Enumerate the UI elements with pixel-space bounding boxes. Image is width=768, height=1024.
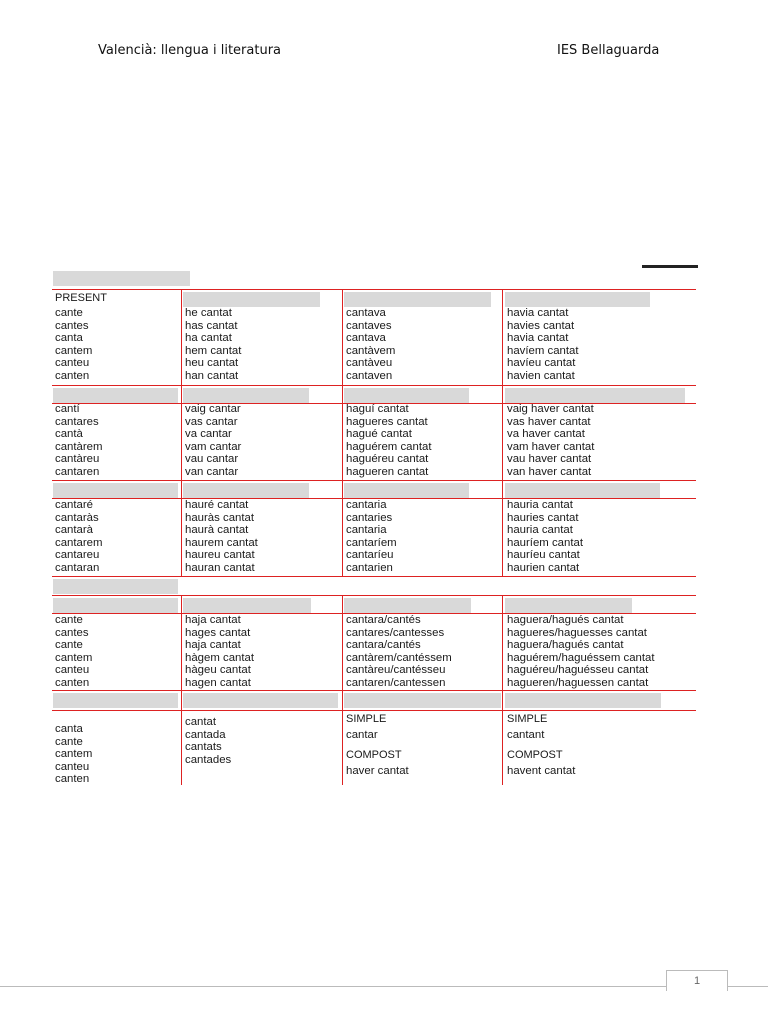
grid-line xyxy=(181,289,182,576)
conjugation-cell xyxy=(507,614,655,690)
conjugation-form: havies cantat xyxy=(507,319,575,332)
conjugation-form: havia cantat xyxy=(507,307,569,319)
heading-bar xyxy=(344,693,501,708)
conjugation-form: hem cantat xyxy=(185,344,242,357)
heading-bar xyxy=(505,292,650,307)
conjugation-form: cantaven xyxy=(346,369,393,382)
conjugation-cell xyxy=(55,403,102,479)
conjugation-form: havien cantat xyxy=(507,369,575,382)
conjugation-form: haurien cantat xyxy=(507,561,580,574)
conjugation-form: cantaràs xyxy=(55,511,99,524)
conjugation-cell xyxy=(346,403,432,479)
conjugation-form: ha cantat xyxy=(185,332,232,345)
conjugation-form: cantava xyxy=(346,332,386,345)
heading-bar xyxy=(183,693,338,708)
conjugation-form: cantàreu xyxy=(55,453,100,466)
conjugation-form: canta xyxy=(55,332,83,345)
conjugation-cell xyxy=(55,614,92,690)
footer-line xyxy=(727,986,768,987)
conjugation-form: cante xyxy=(55,639,83,652)
heading-bar xyxy=(183,598,311,613)
header-subject: Valencià: llengua i literatura xyxy=(98,43,282,58)
gerund-compost: havent cantat xyxy=(507,765,576,777)
decorative-bar xyxy=(642,265,698,268)
conjugation-form: hauran cantat xyxy=(185,561,255,574)
heading-bar xyxy=(505,483,660,498)
conjugation-form: canten xyxy=(55,676,90,689)
grid-line xyxy=(342,595,343,785)
conjugation-form: cantarien xyxy=(346,561,393,574)
grid-line xyxy=(502,289,503,576)
heading-bar xyxy=(505,598,632,613)
conjugation-form: haguí cantat xyxy=(346,403,409,415)
conjugation-form: canteu xyxy=(55,760,90,773)
conjugation-form: hagen cantat xyxy=(185,676,251,689)
gerund-simple: cantant xyxy=(507,729,545,741)
heading-bar xyxy=(344,483,469,498)
section-bar xyxy=(53,579,178,594)
conjugation-form: cantaré xyxy=(55,499,93,511)
conjugation-form: haguera/hagués cantat xyxy=(507,639,624,652)
conjugation-form: va cantar xyxy=(185,428,232,441)
grid-line xyxy=(342,289,343,576)
conjugation-form: haurà cantat xyxy=(185,524,249,537)
page-number: 1 xyxy=(666,970,728,991)
conjugation-cell xyxy=(185,614,254,690)
conjugation-cell xyxy=(55,307,92,383)
conjugation-form: van cantar xyxy=(185,465,239,478)
conjugation-form: cantaren xyxy=(55,465,100,478)
conjugation-form: vas cantar xyxy=(185,415,238,428)
conjugation-form: vaig cantar xyxy=(185,403,241,415)
conjugation-form: vas haver cantat xyxy=(507,415,591,428)
infinitive-simple-label: SIMPLE xyxy=(346,713,387,725)
conjugation-form: hages cantat xyxy=(185,626,251,639)
conjugation-form: cante xyxy=(55,307,83,319)
conjugation-form: havíem cantat xyxy=(507,344,579,357)
conjugation-form: cantava xyxy=(346,307,386,319)
conjugation-form: vam cantar xyxy=(185,440,242,453)
conjugation-cell xyxy=(507,499,583,575)
header-school: IES Bellaguarda xyxy=(557,43,660,58)
conjugation-cell xyxy=(346,614,452,690)
conjugation-cell xyxy=(185,307,241,383)
heading-bar xyxy=(183,483,309,498)
conjugation-form: hauria cantat xyxy=(507,499,573,511)
conjugation-form: cantaria xyxy=(346,524,387,537)
conjugation-form: hàgem cantat xyxy=(185,651,255,664)
conjugation-form: haguérem cantat xyxy=(346,440,432,453)
conjugation-form: hauràs cantat xyxy=(185,511,255,524)
conjugation-form: hauries cantat xyxy=(507,511,579,524)
conjugation-form: cantarà xyxy=(55,524,93,537)
heading-bar xyxy=(505,693,661,708)
conjugation-form: hauríem cantat xyxy=(507,536,583,549)
conjugation-form: cantàreu/cantésseu xyxy=(346,664,446,677)
infinitive-simple: cantar xyxy=(346,729,378,741)
conjugation-cell xyxy=(185,499,258,575)
conjugation-form: canten xyxy=(55,369,90,382)
grid-line xyxy=(52,576,696,577)
conjugation-form: cantades xyxy=(185,753,232,766)
infinitive-compost: haver cantat xyxy=(346,765,409,777)
imperative-cell xyxy=(55,723,92,786)
conjugation-form: cantàrem xyxy=(55,440,103,453)
conjugation-cell xyxy=(346,307,395,383)
conjugation-form: hàgeu cantat xyxy=(185,664,251,677)
grid-line xyxy=(52,595,696,596)
conjugation-form: cantem xyxy=(55,651,93,664)
conjugation-form: cantara/cantés xyxy=(346,639,421,652)
grid-line xyxy=(181,595,182,785)
conjugation-form: he cantat xyxy=(185,307,232,319)
heading-bar xyxy=(505,388,685,403)
conjugation-form: van haver cantat xyxy=(507,465,592,478)
conjugation-form: cantares xyxy=(55,415,99,428)
conjugation-form: han cantat xyxy=(185,369,239,382)
grid-line xyxy=(52,289,696,290)
conjugation-form: cantada xyxy=(185,728,226,741)
conjugation-form: hauré cantat xyxy=(185,499,249,511)
conjugation-form: cantares/cantesses xyxy=(346,626,445,639)
conjugation-form: hagueren/haguessen cantat xyxy=(507,676,649,689)
conjugation-cell xyxy=(185,403,241,479)
conjugation-form: canten xyxy=(55,773,90,786)
grid-line xyxy=(52,480,696,481)
conjugation-form: cantem xyxy=(55,344,93,357)
conjugation-form: cantes xyxy=(55,626,89,639)
conjugation-form: hagué cantat xyxy=(346,428,412,441)
conjugation-cell xyxy=(55,499,102,575)
conjugation-form: haguera/hagués cantat xyxy=(507,614,624,626)
conjugation-form: cantaries xyxy=(346,511,393,524)
conjugation-form: va haver cantat xyxy=(507,428,585,441)
conjugation-form: cantaríeu xyxy=(346,549,394,562)
heading-bar xyxy=(344,388,469,403)
grid-line xyxy=(502,595,503,785)
conjugation-form: cantes xyxy=(55,319,89,332)
heading-bar xyxy=(53,693,178,708)
conjugation-form: cantàrem/cantéssem xyxy=(346,651,452,664)
conjugation-cell xyxy=(507,403,594,479)
conjugation-form: haureu cantat xyxy=(185,549,255,562)
conjugation-form: vau haver cantat xyxy=(507,453,592,466)
conjugation-form: cantarem xyxy=(55,536,103,549)
conjugation-form: canteu xyxy=(55,664,90,677)
conjugation-form: cantats xyxy=(185,741,222,754)
conjugation-form: haguéreu cantat xyxy=(346,453,429,466)
conjugation-form: hauria cantat xyxy=(507,524,573,537)
conjugation-form: haja cantat xyxy=(185,614,241,626)
conjugation-form: haurem cantat xyxy=(185,536,258,549)
heading-bar xyxy=(344,292,491,307)
conjugation-form: cantareu xyxy=(55,549,100,562)
heading-bar xyxy=(344,598,471,613)
present-label: PRESENT xyxy=(55,292,107,304)
conjugation-form: cantaren/cantessen xyxy=(346,676,446,689)
heading-bar xyxy=(183,388,309,403)
conjugation-form: cantat xyxy=(185,716,217,728)
heading-bar xyxy=(53,598,178,613)
conjugation-form: hagueren cantat xyxy=(346,465,429,478)
footer-line xyxy=(0,986,666,987)
conjugation-form: heu cantat xyxy=(185,357,239,370)
conjugation-form: cantàveu xyxy=(346,357,393,370)
conjugation-form: cantem xyxy=(55,748,93,761)
conjugation-form: cantí xyxy=(55,403,80,415)
conjugation-form: cantara/cantés xyxy=(346,614,421,626)
conjugation-form: cantaves xyxy=(346,319,392,332)
participle-cell xyxy=(185,716,231,766)
conjugation-form: havíeu cantat xyxy=(507,357,576,370)
conjugation-form: haja cantat xyxy=(185,639,241,652)
conjugation-form: vaig haver cantat xyxy=(507,403,594,415)
conjugation-cell xyxy=(346,499,397,575)
conjugation-form: vau cantar xyxy=(185,453,239,466)
conjugation-form: haguérem/haguéssem cantat xyxy=(507,651,655,664)
heading-bar xyxy=(183,292,320,307)
conjugation-cell xyxy=(507,307,579,383)
conjugation-form: has cantat xyxy=(185,319,238,332)
conjugation-form: haguéreu/haguésseu cantat xyxy=(507,664,649,677)
gerund-compost-label: COMPOST xyxy=(507,749,563,761)
conjugation-form: cantaríem xyxy=(346,536,397,549)
grid-line xyxy=(52,690,696,691)
conjugation-form: cantaria xyxy=(346,499,387,511)
conjugation-form: hagueres/haguesses cantat xyxy=(507,626,647,639)
gerund-simple-label: SIMPLE xyxy=(507,713,548,725)
conjugation-form: vam haver cantat xyxy=(507,440,595,453)
conjugation-form: canteu xyxy=(55,357,90,370)
conjugation-form: canta xyxy=(55,723,83,735)
table-title-bar xyxy=(53,271,190,286)
conjugation-form: cantaran xyxy=(55,561,100,574)
conjugation-form: cante xyxy=(55,735,83,748)
conjugation-form: hauríeu cantat xyxy=(507,549,580,562)
conjugation-form: hagueres cantat xyxy=(346,415,428,428)
heading-bar xyxy=(53,388,178,403)
infinitive-compost-label: COMPOST xyxy=(346,749,402,761)
grid-line xyxy=(52,710,696,711)
conjugation-form: havia cantat xyxy=(507,332,569,345)
heading-bar xyxy=(53,483,178,498)
conjugation-form: cantà xyxy=(55,428,83,441)
conjugation-form: cantàvem xyxy=(346,344,396,357)
grid-line xyxy=(52,385,696,386)
conjugation-form: cante xyxy=(55,614,83,626)
